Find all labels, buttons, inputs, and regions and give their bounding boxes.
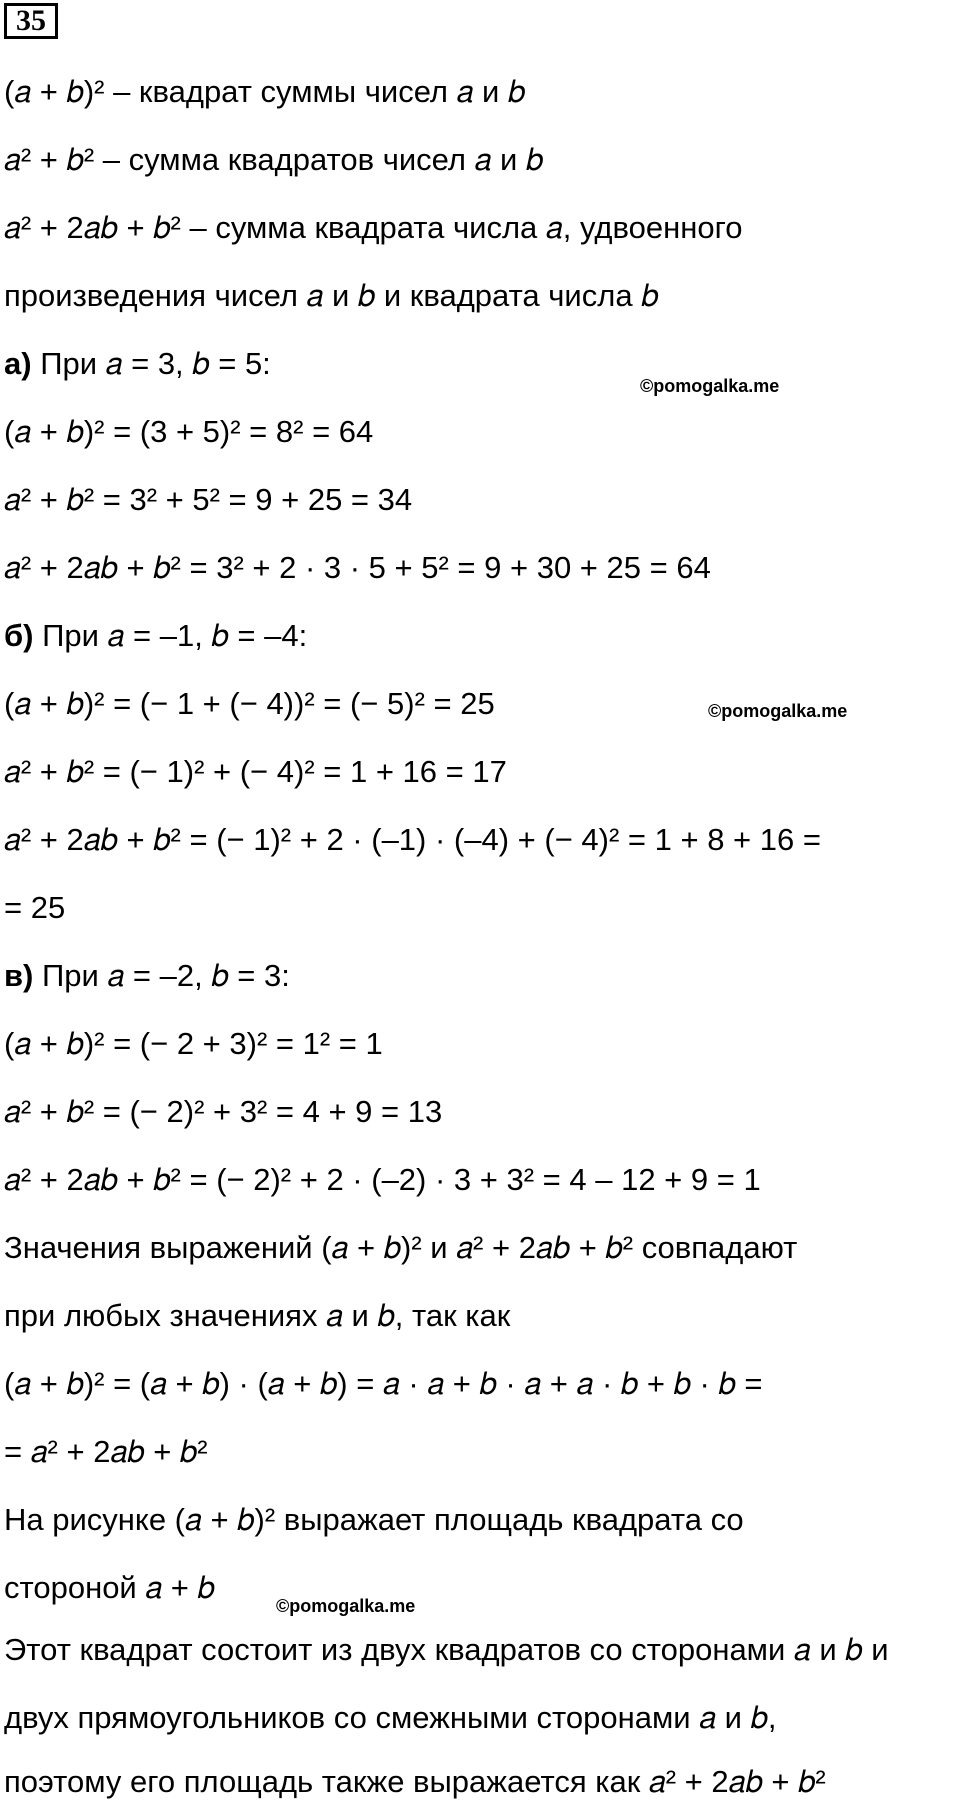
part-label: б) (4, 618, 34, 653)
text-line: 𝑎² + 2𝑎𝑏 + 𝑏² = (− 2)² + 2 · (–2) · 3 + 3² = 4 – 12 + 9 = 1 (4, 1162, 761, 1197)
text-line: двух прямоугольников со смежными сторонами 𝑎 и 𝑏, (4, 1700, 777, 1735)
text-line: произведения чисел 𝑎 и 𝑏 и квадрата числа 𝑏 (4, 278, 659, 313)
text-line: 𝑎² + 2𝑎𝑏 + 𝑏² = 3² + 2 · 3 · 5 + 5² = 9 + 30 + 25 = 64 (4, 550, 711, 585)
text-line: поэтому его площадь также выражается как 𝑎² + 2𝑎𝑏 + 𝑏² (4, 1764, 826, 1799)
text-line: (𝑎 + 𝑏)² = (− 2 + 3)² = 1² = 1 (4, 1026, 383, 1061)
part-b-heading (4, 616, 307, 656)
part-label: а) (4, 346, 32, 381)
watermark: ©pomogalka.me (640, 376, 780, 396)
text-line: (𝑎 + 𝑏)² = (− 1 + (− 4))² = (− 5)² = 25 (4, 686, 495, 721)
text-line: 𝑎² + 2𝑎𝑏 + 𝑏² – сумма квадрата числа 𝑎, удвоенного (4, 210, 743, 245)
part-label: в) (4, 958, 34, 993)
watermark: ©pomogalka.me (708, 701, 848, 721)
text-line: (𝑎 + 𝑏)² = (𝑎 + 𝑏) · (𝑎 + 𝑏) = 𝑎 · 𝑎 + 𝑏 · 𝑎 + 𝑎 · 𝑏 + 𝑏 · 𝑏 = (4, 1366, 763, 1401)
part-c-heading (4, 956, 290, 996)
text-line: (𝑎 + 𝑏)² = (3 + 5)² = 8² = 64 (4, 414, 374, 449)
part-condition: При 𝑎 = 3, 𝑏 = 5: (40, 346, 271, 381)
watermark: ©pomogalka.me (276, 1596, 416, 1616)
text-line: = 𝑎² + 2𝑎𝑏 + 𝑏² (4, 1434, 208, 1469)
text-line: Этот квадрат состоит из двух квадратов со сторонами 𝑎 и 𝑏 и (4, 1632, 889, 1667)
text-line: 𝑎² + 𝑏² – сумма квадратов чисел 𝑎 и 𝑏 (4, 142, 544, 177)
text-line: Значения выражений (𝑎 + 𝑏)² и 𝑎² + 2𝑎𝑏 + 𝑏² совпадают (4, 1230, 798, 1265)
part-condition: При 𝑎 = –1, 𝑏 = –4: (42, 618, 308, 653)
text-line: (𝑎 + 𝑏)² – квадрат суммы чисел 𝑎 и 𝑏 (4, 74, 526, 109)
text-line: 𝑎² + 𝑏² = (− 1)² + (− 4)² = 1 + 16 = 17 (4, 754, 507, 789)
part-a-heading (4, 344, 271, 384)
text-line: 𝑎² + 2𝑎𝑏 + 𝑏² = (− 1)² + 2 · (–1) · (–4) + (− 4)² = 1 + 8 + 16 = (4, 822, 821, 857)
text-line: стороной 𝑎 + 𝑏 (4, 1570, 215, 1605)
task-number: 35 (4, 3, 58, 39)
text-line: На рисунке (𝑎 + 𝑏)² выражает площадь квадрата со (4, 1502, 744, 1537)
text-line: = 25 (4, 890, 66, 925)
text-line: при любых значениях 𝑎 и 𝑏, так как (4, 1298, 511, 1333)
part-condition: При 𝑎 = –2, 𝑏 = 3: (42, 958, 290, 993)
text-line: 𝑎² + 𝑏² = (− 2)² + 3² = 4 + 9 = 13 (4, 1094, 443, 1129)
text-line: 𝑎² + 𝑏² = 3² + 5² = 9 + 25 = 34 (4, 482, 413, 517)
